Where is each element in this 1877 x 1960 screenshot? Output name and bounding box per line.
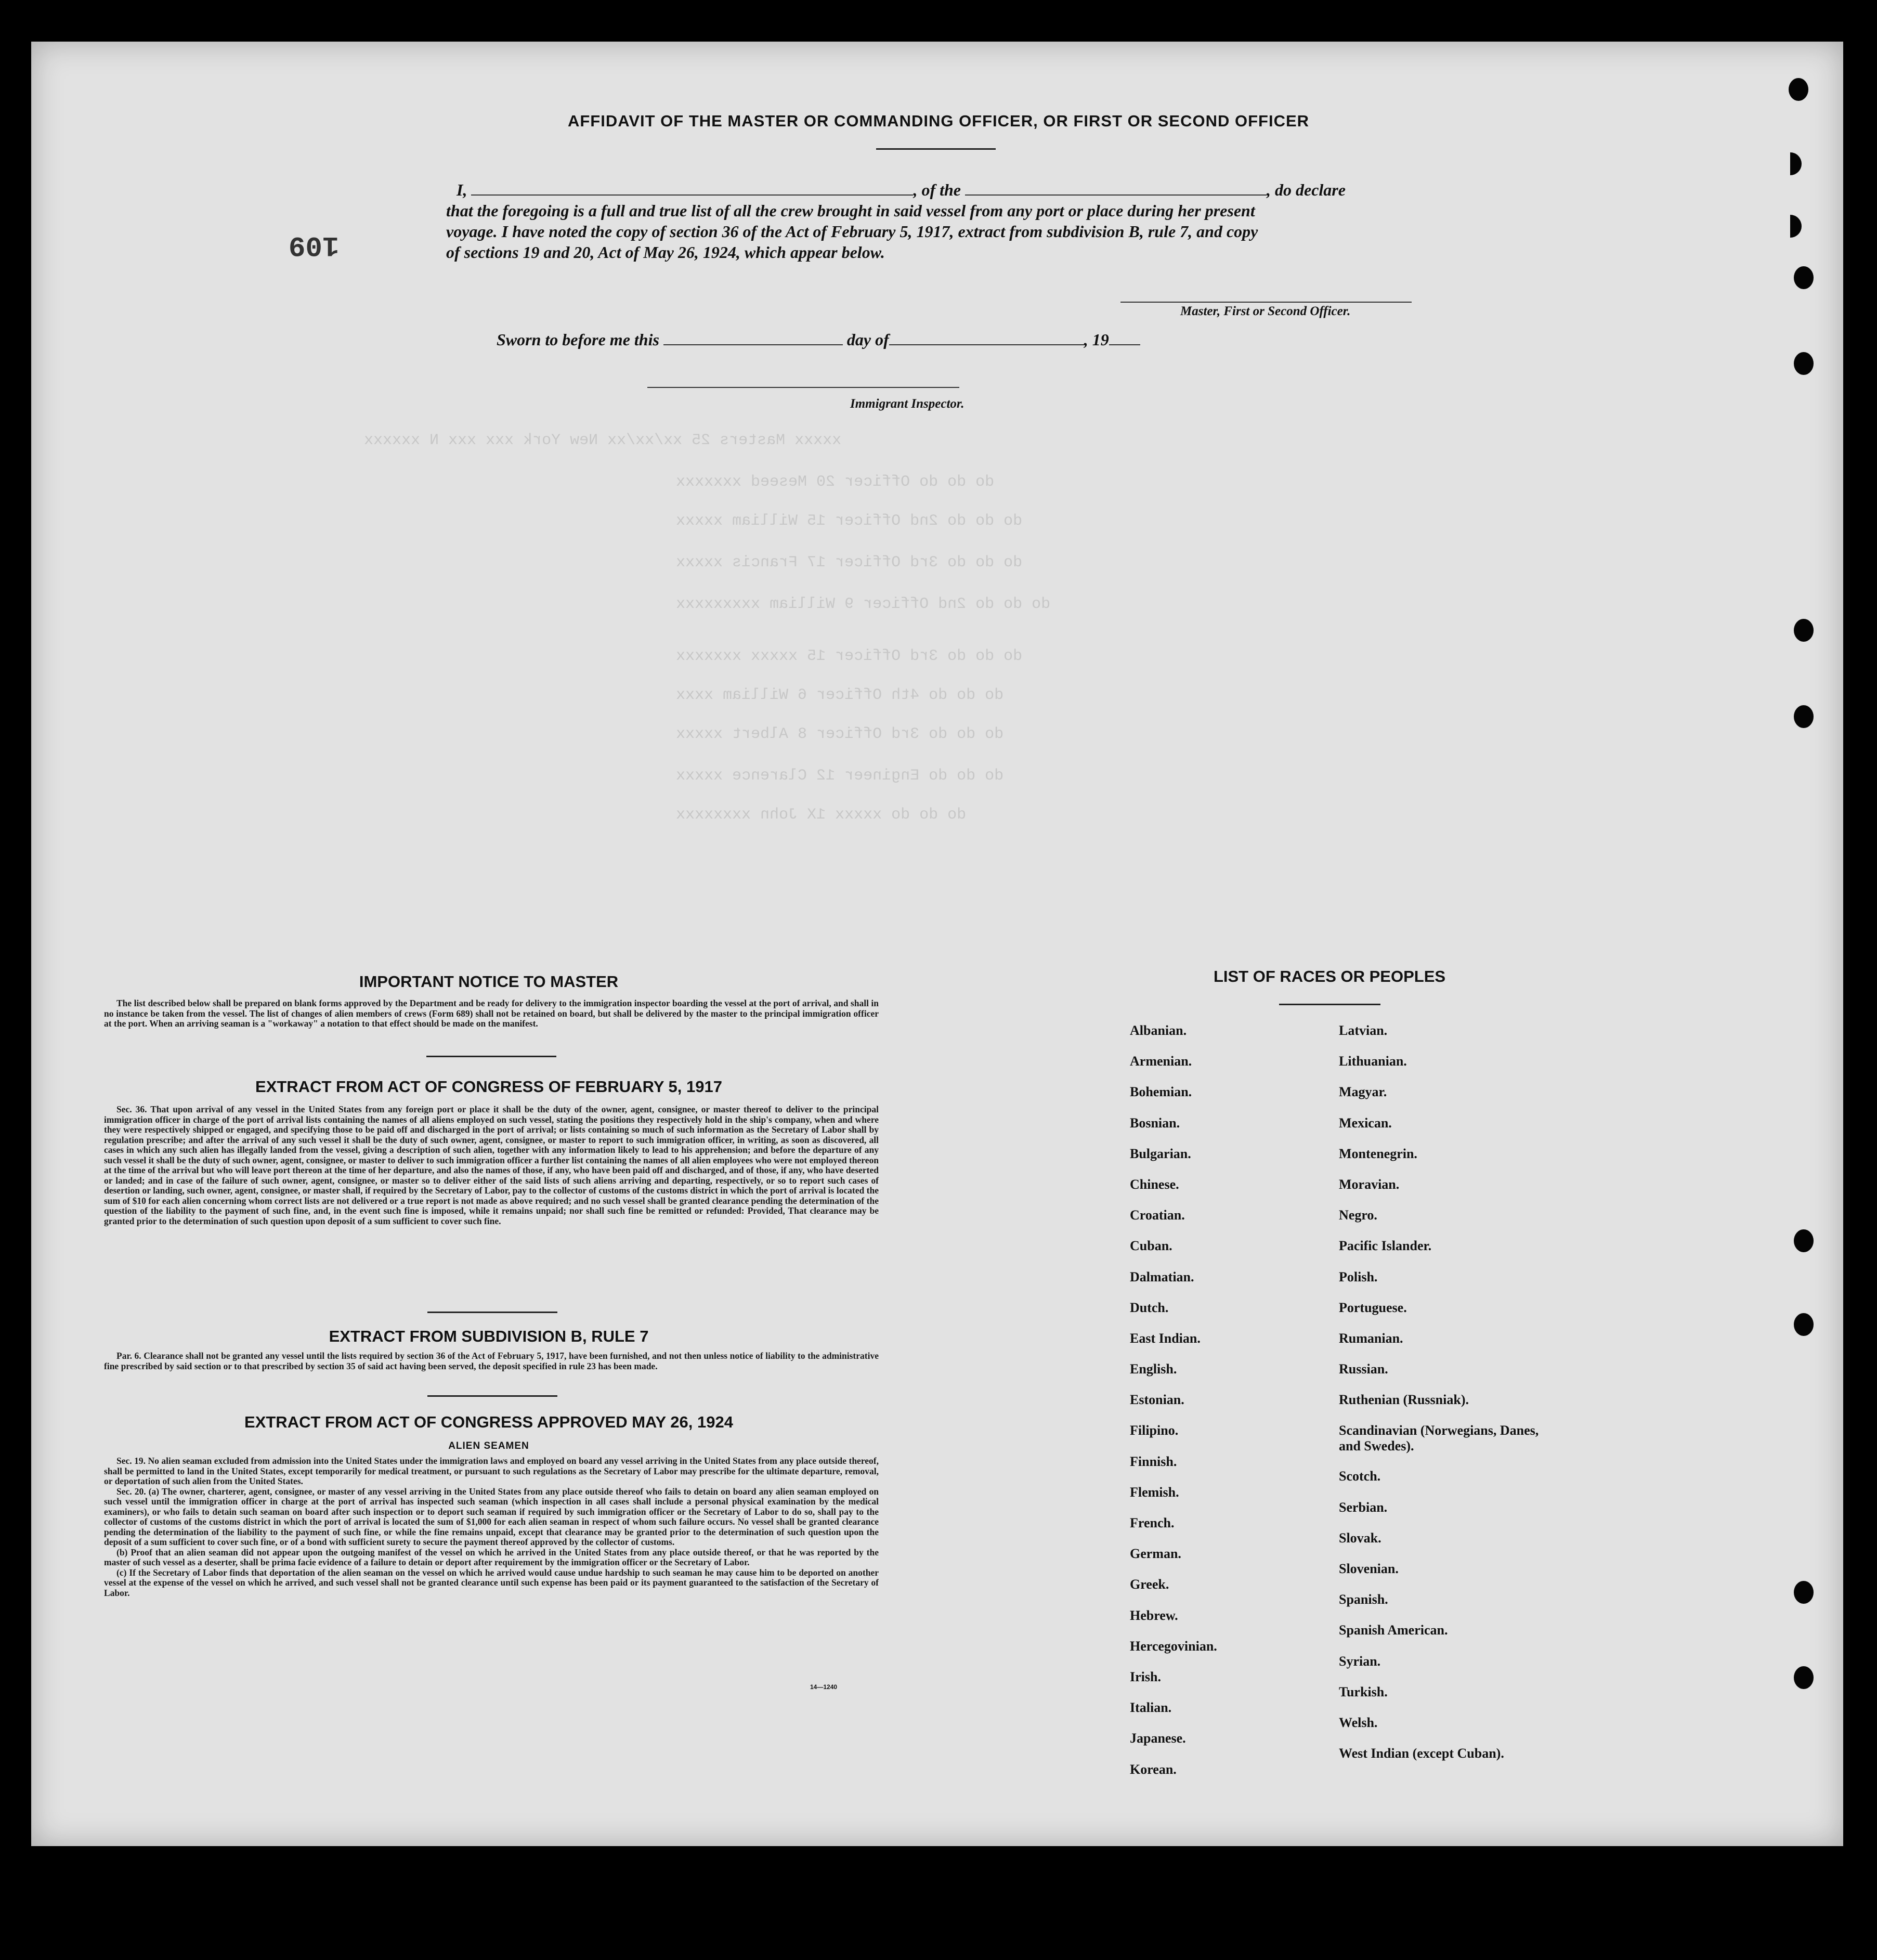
extract-1924-title: EXTRACT FROM ACT OF CONGRESS APPROVED MAY 26, 1924 [244, 1413, 733, 1431]
binder-hole [1794, 1581, 1814, 1604]
notice-body [104, 998, 879, 1029]
race-item: Ruthenian (Russniak). [1339, 1392, 1469, 1408]
race-item: Filipino. [1130, 1423, 1179, 1438]
race-item: Serbian. [1339, 1499, 1388, 1515]
races-title: LIST OF RACES OR PEOPLES [1213, 967, 1446, 985]
race-item: Syrian. [1339, 1653, 1381, 1669]
statement-line-3: voyage. I have noted the copy of section 36 of the Act of February 5, 1917, extract from subdivision B, rule 7, and copy [446, 222, 1258, 241]
race-item: Portuguese. [1339, 1300, 1407, 1315]
race-item: Greek. [1130, 1577, 1169, 1592]
race-item: German. [1130, 1546, 1181, 1562]
sworn-line [497, 330, 1140, 349]
race-item: Rumanian. [1339, 1330, 1403, 1346]
race-item: Magyar. [1339, 1084, 1387, 1100]
race-item: Russian. [1339, 1361, 1388, 1377]
extract-1917-title: EXTRACT FROM ACT OF CONGRESS OF FEBRUARY 5, 1917 [255, 1078, 722, 1096]
race-item: Finnish. [1130, 1453, 1177, 1469]
race-item: Irish. [1130, 1669, 1161, 1684]
declarant-name-field[interactable] [471, 182, 913, 196]
inspector-label: Immigrant Inspector. [850, 397, 964, 411]
race-item: Latvian. [1339, 1023, 1388, 1038]
race-item: Hercegovinian. [1130, 1638, 1217, 1654]
par-6-text: Par. 6. Clearance shall not be granted any vessel until the lists required by section 36 of the Act of February 5, 1917, have been furnished, and not then unless notice of liability to the administrative fine prescribed by said section or to that prescribed by section 35 of said act having been served, the deposit specified in rule 23 has been made. [104, 1351, 879, 1371]
race-item: Japanese. [1130, 1731, 1186, 1746]
races-column-2 [1339, 1023, 1557, 1776]
race-item: Montenegrin. [1339, 1146, 1417, 1161]
race-item: Moravian. [1339, 1176, 1400, 1192]
race-item: Bulgarian. [1130, 1146, 1191, 1161]
master-signature-label: Master, First or Second Officer. [1180, 304, 1351, 318]
race-item: Pacific Islander. [1339, 1238, 1432, 1254]
affidavit-title: AFFIDAVIT OF THE MASTER OR COMMANDING OFFICER, OR FIRST OR SECOND OFFICER [567, 112, 1310, 130]
races-title-underline [1279, 1004, 1380, 1005]
race-item: Scotch. [1339, 1469, 1381, 1484]
statement-line-2: that the foregoing is a full and true list of all the crew brought in said vessel from any port or place during her present [446, 201, 1255, 220]
races-column-1 [1130, 1023, 1217, 1793]
race-item: Armenian. [1130, 1054, 1192, 1069]
race-item: Mexican. [1339, 1115, 1392, 1131]
form-number: 14—1240 [810, 1683, 838, 1691]
race-item: Negro. [1339, 1208, 1377, 1223]
sworn-day-of-label: day of [846, 330, 889, 349]
extract-rule7-body [104, 1351, 879, 1371]
sworn-year-field[interactable] [1109, 332, 1140, 345]
vessel-name-field[interactable] [965, 182, 1267, 196]
race-item: Bosnian. [1130, 1115, 1180, 1131]
notice-title: IMPORTANT NOTICE TO MASTER [359, 972, 619, 991]
race-item: Hebrew. [1130, 1607, 1178, 1623]
race-item: Croatian. [1130, 1208, 1185, 1223]
section-36-text: Sec. 36. That upon arrival of any vessel in the United States from any foreign port or place it shall be the duty of the owner, agent, consignee, or master thereof to deliver to the principal immigration officer in charge of the port of arrival lists containing the names of all aliens employed on such vessel, stating the positions they respectively hold in the ship's company, when and where they were respectively shipped or engaged, and specifying those to be paid off and discharged in the port of arrival; or lists containing so much of such information as the Secretary of Labor shall by regulation prescribe; and after the arrival of any such vessel it shall be the duty of such owner, agent, consignee, or master to report to such immigration officer, in writing, as soon as discovered, all cases in which any such alien has illegally landed from the vessel, giving a description of such alien, together with any information likely to lead to his apprehension; and before the departure of any such vessel it shall be the duty of such owner, agent, consignee, or master to deliver to such immigration officer a further list containing the names of all alien employees who were not employed thereon at the time of the arrival but who will leave port thereon at the time of her departure, and also the names of those, if any, who have been paid off and discharged, and of those, if any, who have deserted or landed; and in case of the failure of such owner, agent, consignee, or master so to deliver either of the said lists of such aliens arriving and departing, respectively, or so to report such cases of desertion or landing, such owner, agent, consignee, or master shall, if required by the Secretary of Labor, pay to the collector of customs of the customs district in which the port of arrival is located the sum of $10 for each alien concerning whom correct lists are not delivered or a true report is not made as above required; and no such vessel shall be granted clearance pending the determination of the question of the liability to the payment of such fine, and, in the event such fine is imposed, while it remains unpaid; nor shall such fine be remitted or refunded: Provided, That clearance may be granted prior to the determination of such question upon deposit of a sum sufficient to cover such fine. [104, 1104, 879, 1226]
race-item: Slovak. [1339, 1530, 1381, 1546]
race-item: Bohemian. [1130, 1084, 1192, 1100]
section-20c-text: (c) If the Secretary of Labor finds that deportation of the alien seaman on the vessel on which he arrived would cause undue hardship to such seaman he may cause him to be deported on another vessel at the expense of the vessel on which he arrived, and such vessel shall not be granted clearance until such expense has been paid or its payment guaranteed to the satisfaction of the Secretary of Labor. [104, 1567, 879, 1598]
binder-hole [1794, 619, 1814, 642]
vessel-of-the-label: , of the [913, 180, 961, 199]
race-item: Lithuanian. [1339, 1054, 1407, 1069]
race-item: Spanish. [1339, 1592, 1388, 1607]
extract-1924-subtitle: ALIEN SEAMEN [448, 1440, 529, 1451]
divider [427, 1312, 557, 1313]
binder-hole [1794, 1313, 1814, 1336]
section-20a-text: Sec. 20. (a) The owner, charterer, agent, consignee, or master of any vessel arriving in the United States from any place outside thereof who fails to detain on board any alien seaman employed on such vessel until the immigration officer in charge at the port of arrival has inspected such seaman (which inspection in all cases shall include a personal physical examination by the medical examiners), or who fails to detain such seaman on board after such inspection or to deport such seaman if required by such immigration officer or the Secretary of Labor to do so, shall pay to the collector of customs of the customs district in which the port of arrival is located the sum of $1,000 for each alien seaman in respect of whom such failure occurs. No vessel shall be granted clearance pending the determination of the liability to the payment of such fine, or while the fine remains unpaid, except that clearance may be granted prior to the determination of such question upon the deposit of a sum sufficient to cover such fine, or of a bond with sufficient surety to secure the payment thereof approved by the collector of customs. [104, 1486, 879, 1547]
race-item: West Indian (except Cuban). [1339, 1746, 1504, 1761]
master-signature-field[interactable] [1120, 289, 1412, 303]
extract-1924-body [104, 1456, 879, 1598]
binder-hole [1794, 266, 1814, 289]
section-20b-text: (b) Proof that an alien seaman did not appear upon the outgoing manifest of the vessel on which he arrived in the United States from any place outside thereof, or that he was reported by the master of such vessel as a deserter, shall be prima facie evidence of a failure to detain or deport after requirement by the immigration officer or the Secretary of Labor. [104, 1547, 879, 1567]
race-item: Scandinavian (Norwegians, Danes, and Swedes). [1339, 1423, 1539, 1454]
extract-1917-body [104, 1105, 879, 1226]
race-item: Polish. [1339, 1269, 1378, 1284]
race-item: French. [1130, 1515, 1175, 1530]
section-19-text: Sec. 19. No alien seaman excluded from admission into the United States under the immigration laws and employed on board any vessel arriving in the United States from any place outside thereof, shall be permitted to land in the United States, except temporarily for medical treatment, or pursuant to such regulations as the Secretary of Labor may prescribe for the ultimate departure, removal, or deportation of such alien from the United States. [104, 1456, 879, 1486]
race-item: Spanish American. [1339, 1622, 1448, 1638]
binder-hole [1789, 78, 1808, 101]
sworn-year-label: , 19 [1084, 330, 1109, 349]
declarant-prefix: I, [457, 180, 467, 199]
race-item: Cuban. [1130, 1238, 1172, 1254]
page-number-stamp: 109 [289, 229, 340, 261]
race-item: Italian. [1130, 1700, 1172, 1716]
inspector-signature-field[interactable] [647, 374, 959, 388]
race-item: Albanian. [1130, 1023, 1187, 1038]
affidavit-statement [446, 179, 1486, 263]
race-item: East Indian. [1130, 1330, 1201, 1346]
binder-hole [1794, 352, 1814, 375]
declarant-line [446, 179, 1486, 200]
race-item: Chinese. [1130, 1176, 1179, 1192]
binder-hole [1794, 1666, 1814, 1689]
race-item: Welsh. [1339, 1715, 1378, 1730]
race-item: Turkish. [1339, 1684, 1388, 1699]
race-item: Korean. [1130, 1761, 1177, 1777]
sworn-date-field[interactable] [663, 332, 843, 345]
statement-line-4: of sections 19 and 20, Act of May 26, 1924, which appear below. [446, 243, 885, 262]
sworn-month-field[interactable] [889, 332, 1084, 345]
race-item: English. [1130, 1361, 1177, 1377]
divider [426, 1056, 556, 1057]
do-declare-label: , do declare [1267, 180, 1346, 199]
race-item: Slovenian. [1339, 1561, 1399, 1576]
race-item: Dutch. [1130, 1300, 1169, 1315]
divider [427, 1395, 557, 1397]
sworn-prefix: Sworn to before me this [497, 330, 659, 349]
extract-rule7-title: EXTRACT FROM SUBDIVISION B, RULE 7 [329, 1327, 649, 1345]
binder-hole [1794, 705, 1814, 728]
title-underline [876, 148, 996, 150]
race-item: Flemish. [1130, 1484, 1179, 1500]
binder-hole [1794, 1229, 1814, 1252]
notice-text: The list described below shall be prepared on blank forms approved by the Department and be ready for delivery to the immigration inspector boarding the vessel at the port of arrival, and shall in no instance be taken from the vessel. The list of changes of alien members of crews (Form 689) shall not be retained on board, but shall be delivered by the master to the principal immigration officer at the port. When an arriving seaman is a "workaway" a notation to that effect should be made on the manifest. [104, 998, 879, 1029]
race-item: Estonian. [1130, 1392, 1184, 1408]
race-item: Dalmatian. [1130, 1269, 1194, 1284]
